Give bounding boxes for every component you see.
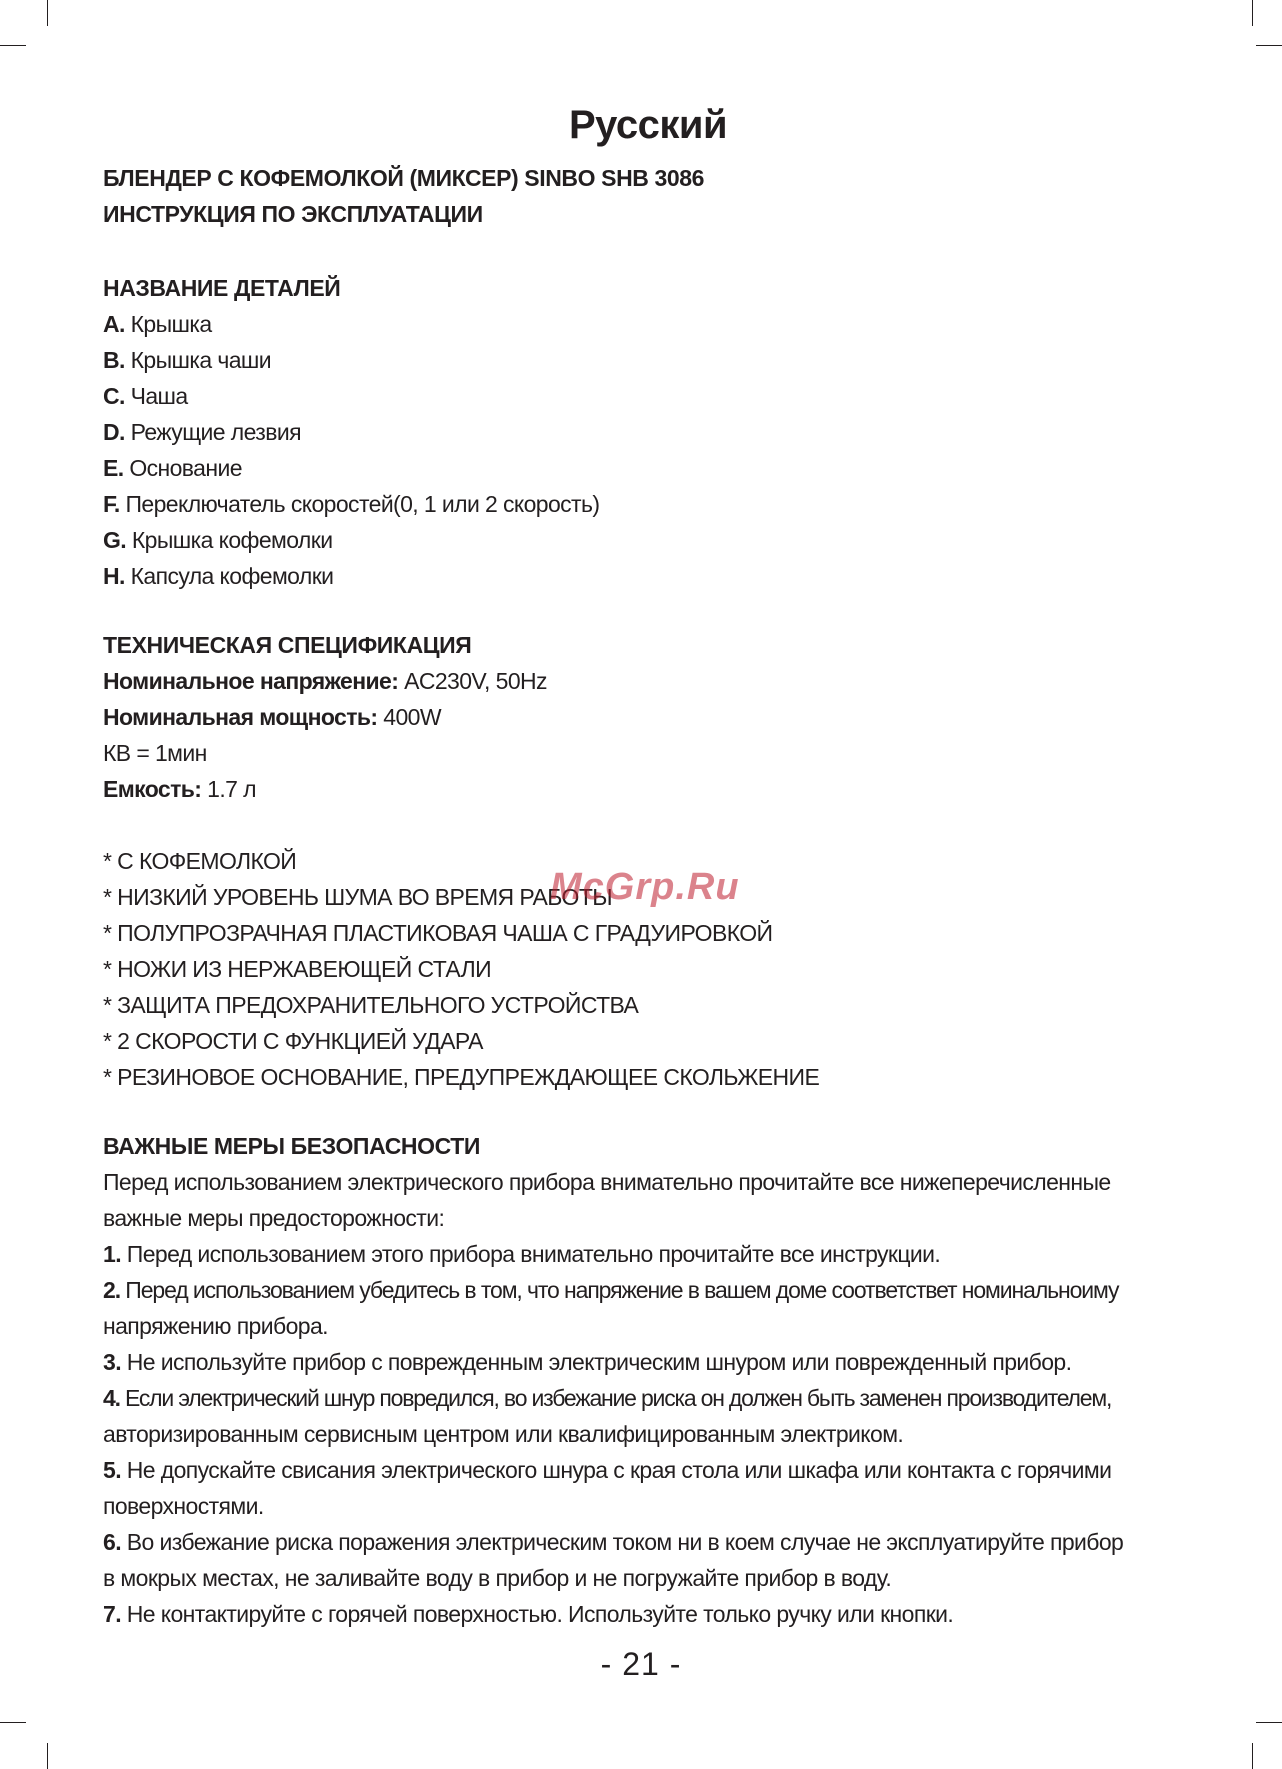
- safety-intro-line: Перед использованием электрического прибора внимательно прочитайте все нижеперечисленные: [103, 1169, 1111, 1195]
- safety-item: 1. Перед использованием этого прибора внимательно прочитайте все инструкции.: [103, 1241, 941, 1267]
- safety-intro-line: важные меры предосторожности:: [103, 1205, 445, 1231]
- page-number: - 21 -: [600, 1646, 682, 1682]
- list-item: E. Основание: [103, 455, 242, 481]
- language-title: Русский: [568, 103, 728, 147]
- safety-item: 2. Перед использованием убедитесь в том, что напряжение в вашем доме соответствет номинальноиму: [103, 1277, 1119, 1303]
- list-item: H. Капсула кофемолки: [103, 563, 334, 589]
- list-item: D. Режущие лезвия: [103, 419, 301, 445]
- list-item: B. Крышка чаши: [103, 347, 271, 373]
- safety-item: 6. Во избежание риска поражения электрическим током ни в коем случае не эксплуатируйте прибор: [103, 1529, 1124, 1555]
- feature-item: * НИЗКИЙ УРОВЕНЬ ШУМА ВО ВРЕМЯ РАБОТЫ: [103, 884, 613, 910]
- safety-item: 3. Не используйте прибор с поврежденным электрическим шнуром или поврежденный прибор.: [103, 1349, 1072, 1375]
- safety-item: 5. Не допускайте свисания электрического шнура с края стола или шкафа или контакта с горячими: [103, 1457, 1112, 1483]
- crop-mark: [0, 1722, 26, 1723]
- parts-heading: НАЗВАНИЕ ДЕТАЛЕЙ: [103, 275, 341, 301]
- safety-heading: ВАЖНЫЕ МЕРЫ БЕЗОПАСНОСТИ: [103, 1133, 481, 1159]
- feature-item: * 2 СКОРОСТИ С ФУНКЦИЕЙ УДАРА: [103, 1028, 483, 1054]
- spec-kb: КВ = 1мин: [103, 740, 207, 766]
- watermark: McGrp.Ru: [550, 866, 740, 908]
- feature-item: * С КОФЕМОЛКОЙ: [103, 848, 297, 874]
- crop-mark: [1256, 1722, 1282, 1723]
- crop-mark: [1256, 45, 1282, 46]
- safety-item-continued: авторизированным сервисным центром или квалифицированным электриком.: [103, 1421, 904, 1447]
- feature-item: * НОЖИ ИЗ НЕРЖАВЕЮЩЕЙ СТАЛИ: [103, 956, 492, 982]
- list-item: C. Чаша: [103, 383, 188, 409]
- safety-item: 4. Если электрический шнур повредился, во избежание риска он должен быть заменен производителем,: [103, 1385, 1112, 1411]
- title-line: БЛЕНДЕР С КОФЕМОЛКОЙ (МИКСЕР) SINBO SHB 3086: [103, 165, 705, 191]
- safety-item: 7. Не контактируйте с горячей поверхностью. Используйте только ручку или кнопки.: [103, 1601, 954, 1627]
- specs-list: [103, 663, 1183, 807]
- list-item: A. Крышка: [103, 311, 212, 337]
- feature-item: * РЕЗИНОВОЕ ОСНОВАНИЕ, ПРЕДУПРЕЖДАЮЩЕЕ СКОЛЬЖЕНИЕ: [103, 1064, 820, 1090]
- safety-item-continued: в мокрых местах, не заливайте воду в прибор и не погружайте прибор в воду.: [103, 1565, 892, 1591]
- safety-section: [103, 1164, 1183, 1632]
- spec-power: Номинальная мощность: 400W: [103, 704, 441, 730]
- list-item: F. Переключатель скоростей(0, 1 или 2 скорость): [103, 491, 600, 517]
- spec-voltage: Номинальное напряжение: AC230V, 50Hz: [103, 668, 547, 694]
- crop-mark: [0, 45, 26, 46]
- feature-item: * ЗАЩИТА ПРЕДОХРАНИТЕЛЬНОГО УСТРОЙСТВА: [103, 992, 639, 1018]
- list-item: G. Крышка кофемолки: [103, 527, 333, 553]
- feature-item: * ПОЛУПРОЗРАЧНАЯ ПЛАСТИКОВАЯ ЧАША С ГРАДУИРОВКОЙ: [103, 920, 773, 946]
- title-line: ИНСТРУКЦИЯ ПО ЭКСПЛУАТАЦИИ: [103, 201, 483, 227]
- safety-item-continued: поверхностями.: [103, 1493, 264, 1519]
- parts-list: [103, 306, 1183, 594]
- crop-mark: [1252, 1743, 1253, 1769]
- safety-item-continued: напряжению прибора.: [103, 1313, 328, 1339]
- crop-mark: [47, 1743, 48, 1769]
- crop-mark: [1252, 0, 1253, 26]
- spec-capacity: Емкость: 1.7 л: [103, 776, 256, 802]
- specs-heading: ТЕХНИЧЕСКАЯ СПЕЦИФИКАЦИЯ: [103, 632, 472, 658]
- document-title: [103, 160, 1183, 232]
- crop-mark: [47, 0, 48, 26]
